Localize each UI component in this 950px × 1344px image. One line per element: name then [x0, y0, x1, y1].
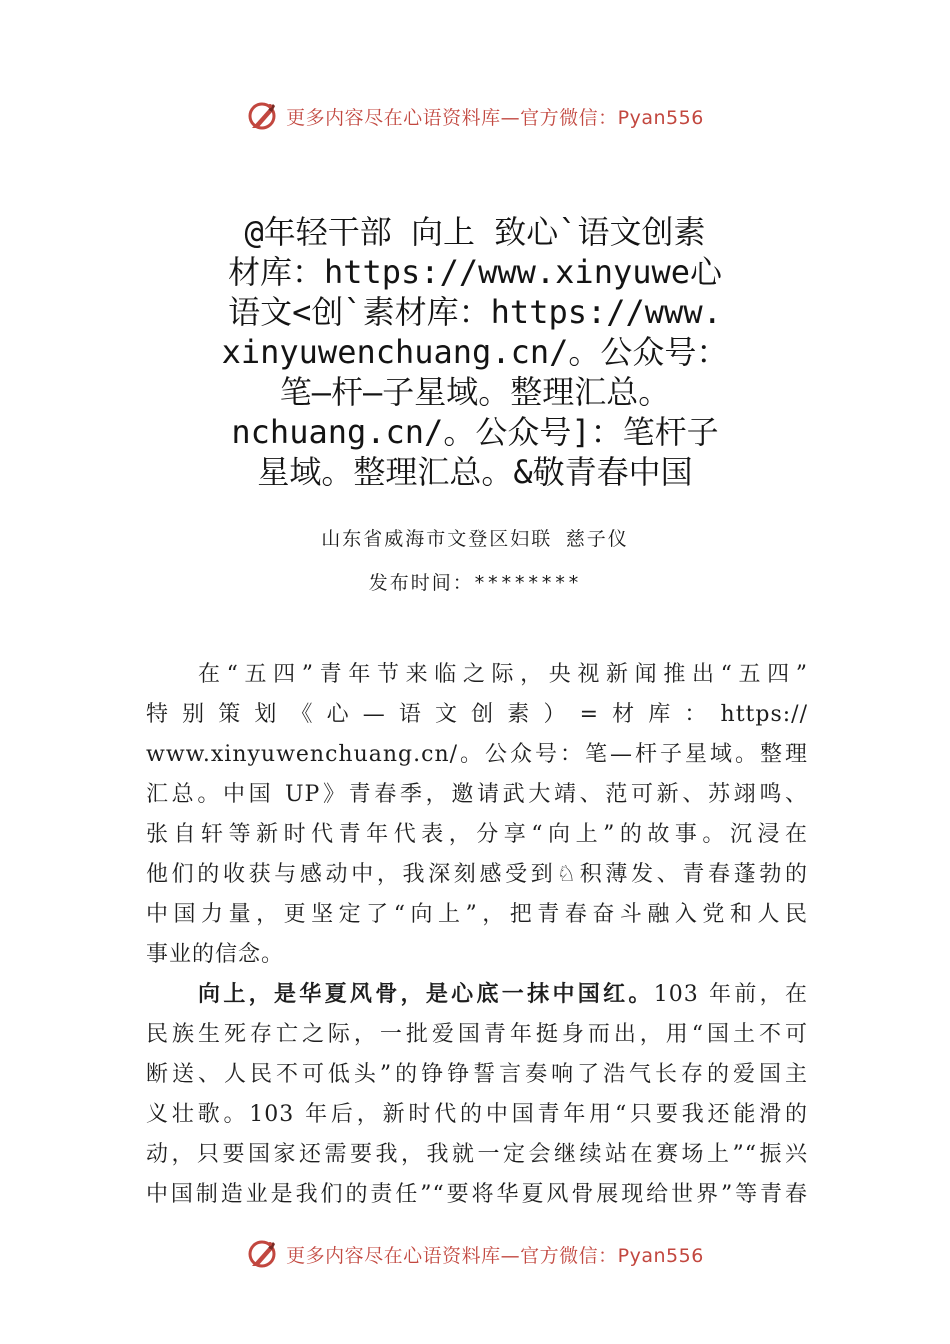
author-line: 山东省威海市文登区妇联 慈子仪: [321, 528, 629, 550]
article-body: [146, 655, 808, 1215]
paragraph-2-line: 义壮歌。103 年后，新时代的中国青年用“只要我还能滑的: [146, 1102, 808, 1127]
pen-logo-icon: [246, 100, 278, 132]
paragraph-1-line: www.xinyuwenchuang.cn/。公众号：笔—杆子星域。整理: [146, 742, 808, 767]
paragraph-1-line: 张自轩等新时代青年代表，分享“向上”的故事。沉浸在: [146, 822, 808, 847]
paragraph-2-first-rest: 103 年前，在: [653, 982, 808, 1007]
footer-banner-text: 更多内容尽在心语资料库—官方微信：Pyan556: [286, 1244, 704, 1267]
paragraph-1-line: 在“五四”青年节来临之际，央视新闻推出“五四”: [198, 662, 808, 687]
paragraph-2-first-line: [146, 975, 808, 1015]
paragraph-2-lead: 向上，是华夏风骨，是心底一抹中国红。: [198, 982, 654, 1007]
title-line: 笔—杆—子星域。整理汇总。: [279, 373, 671, 411]
paragraph-2-line: 中国制造业是我们的责任”“要将华夏风骨展现给世界”等青春: [146, 1182, 808, 1207]
paragraph-1-line: 汇总。中国 UP》青春季，邀请武大靖、范可新、苏翊鸣、: [146, 782, 808, 807]
title-line: xinyuwenchuang.cn/。公众号：: [221, 333, 729, 371]
pen-logo-icon: [246, 1238, 278, 1270]
title-line: 语文<创`素材库：https://www.: [228, 293, 722, 331]
header-banner: [0, 96, 950, 136]
header-banner-text: 更多内容尽在心语资料库—官方微信：Pyan556: [286, 106, 704, 129]
title-line: 材库：https://www.xinyuwe心: [227, 253, 723, 291]
paragraph-2-line: 民族生死存亡之际，一批爱国青年挺身而出，用“国土不可: [146, 1022, 808, 1047]
paragraph-1-line: 他们的收获与感动中，我深刻感受到♘积薄发、青春蓬勃的: [146, 862, 808, 887]
footer-banner: [0, 1234, 950, 1274]
paragraph-2-line: 断送、人民不可低头”的铮铮誓言奏响了浩气长存的爱国主: [146, 1062, 808, 1087]
paragraph-1-line: 特别策划《心—语文创素）=材库：https://: [146, 702, 808, 727]
title-line: nchuang.cn/。公众号]：笔杆子: [231, 413, 719, 451]
paragraph-1-line: 事业的信念。: [146, 942, 285, 967]
article-title: [150, 212, 800, 492]
publish-time: 发布时间：********: [368, 572, 582, 594]
title-line: 星域。整理汇总。&敬青春中国: [257, 453, 693, 491]
paragraph-1-line: 中国力量，更坚定了“向上”，把青春奋斗融入党和人民: [146, 902, 808, 927]
title-line: @年轻干部 向上 致心`语文创素: [244, 213, 706, 251]
paragraph-2-line: 动，只要国家还需要我，我就一定会继续站在赛场上”“振兴: [146, 1142, 808, 1167]
